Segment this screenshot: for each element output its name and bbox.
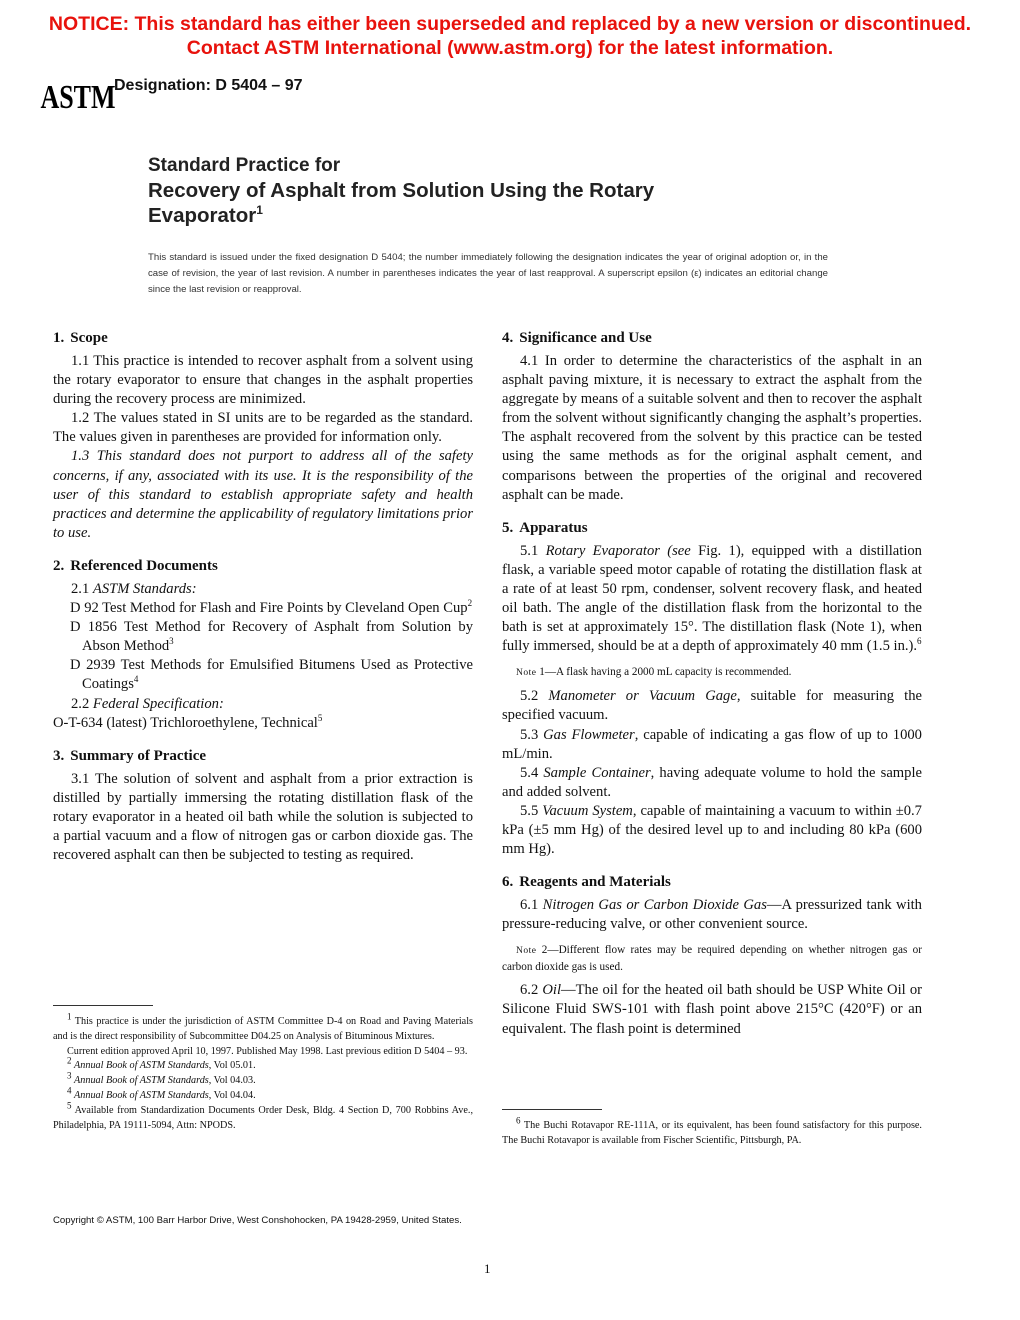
footnotes-left bbox=[53, 1011, 473, 1133]
para-5-1: 5.1 Rotary Evaporator (see Fig. 1), equipped with a distillation flask, a variable speed motor capable of rotating the distillation flask at a rate of at least 50 rpm, condenser, solvent recovery flask, and heated oil bath. The angle of the distillation flask from the horizontal to the bath is set at approximately 15°. The distillation flask (Note 1), when fully immersed, should be at a depth of approximately 40 mm (1.5 in.).$^6$ bbox=[502, 542, 922, 655]
section-heading-reagents: 6. Reagents and Materials bbox=[502, 874, 671, 891]
para-1-1: 1.1 This practice is intended to recover asphalt from a solvent using the rotary evaporator to ensure that changes in the asphalt properties during the recovery process are minimized. bbox=[53, 353, 473, 408]
footnote-4: $^4$ Annual Book of ASTM Standards, Vol 04.04. bbox=[67, 1085, 256, 1101]
ref-d92: D 92 Test Method for Flash and Fire Points by Cleveland Open Cup$^2$ bbox=[70, 598, 473, 617]
footnote-1: $^1$ This practice is under the jurisdiction of ASTM Committee D-4 on Road and Paving Materials and is the direct responsibility of Subcommittee D04.25 on Analysis of Bituminous Mixtures. bbox=[53, 1011, 473, 1042]
para-2-2: 2.2 Federal Specification: bbox=[71, 695, 224, 712]
astm-logo-icon bbox=[40, 77, 116, 116]
section-heading-scope: 1. Scope bbox=[53, 330, 108, 346]
note-1: Note 1—A flask having a 2000 mL capacity is recommended. bbox=[516, 666, 792, 679]
title-line-2: Recovery of Asphalt from Solution Using the Rotary Evaporator$^1$ bbox=[148, 179, 655, 227]
para-5-2: 5.2 Manometer or Vacuum Gage, suitable for measuring the specified vacuum. bbox=[502, 688, 922, 724]
section-heading-significance: 4. Significance and Use bbox=[502, 330, 652, 346]
copyright: Copyright © ASTM, 100 Barr Harbor Drive, West Conshohocken, PA 19428-2959, United States. bbox=[53, 1215, 462, 1226]
section-heading-apparatus: 5. Apparatus bbox=[502, 519, 588, 536]
note-2: Note 2—Different flow rates may be required depending on whether nitrogen gas or carbon dioxide gas is used. bbox=[502, 944, 922, 974]
para-5-4: 5.4 Sample Container, having adequate volume to hold the sample and added solvent. bbox=[502, 764, 922, 800]
notice-banner bbox=[0, 12, 1020, 60]
section-heading-referenced-documents: 2. Referenced Documents bbox=[53, 557, 218, 574]
footnote-rule-left bbox=[53, 1005, 153, 1006]
ref-d2939: D 2939 Test Methods for Emulsified Bitumens Used as Protective Coatings$^4$ bbox=[70, 657, 473, 693]
para-1-3: 1.3 This standard does not purport to address all of the safety concerns, if any, associated with its use. It is the responsibility of the user of this standard to establish appropriate safety and health practices and determine the applicability of regulatory limitations prior to use. bbox=[53, 448, 473, 541]
para-1-2: 1.2 The values stated in SI units are to be regarded as the standard. The values given in parentheses are provided for information only. bbox=[53, 410, 473, 446]
footnote-rule-right bbox=[502, 1109, 602, 1110]
title-footnote-ref[interactable]: 1 bbox=[256, 203, 263, 218]
para-5-3: 5.3 Gas Flowmeter, capable of indicating a gas flow of up to 1000 mL/min. bbox=[502, 726, 922, 762]
para-4-1: 4.1 In order to determine the characteristics of the asphalt in an asphalt paving mixture, it is necessary to extract the asphalt from the aggregate by means of a suitable solvent and then to recover the asphalt from the solvent without significantly changing the asphalt’s properties. The asphalt recovered from the solvent by this practice can be tested using the same methods as for the original asphalt cement, and comparisons between the properties of the original and recovered asphalt can be made. bbox=[502, 353, 922, 503]
para-2-1: 2.1 ASTM Standards: bbox=[71, 580, 197, 597]
notice-line-2: Contact ASTM International (www.astm.org) for the latest information. bbox=[186, 37, 834, 59]
footnote-3: $^3$ Annual Book of ASTM Standards, Vol 04.03. bbox=[67, 1070, 256, 1087]
section-heading-summary: 3. Summary of Practice bbox=[53, 747, 207, 764]
footnote-5: $^5$ Available from Standardization Documents Order Desk, Bldg. 4 Section D, 700 Robbins Ave., Philadelphia, PA 19111-5094, Attn: NPODS. bbox=[53, 1100, 473, 1131]
right-column bbox=[502, 328, 922, 1039]
notice-line-1: NOTICE: This standard has either been superseded and replaced by a new version or discontinued. bbox=[48, 13, 972, 35]
para-6-1: 6.1 Nitrogen Gas or Carbon Dioxide Gas—A pressurized tank with pressure-reducing valve, or other convenient source. bbox=[502, 897, 922, 933]
footnote-1b: Current edition approved April 10, 1997. Published May 1998. Last previous edition D 5404 – 93. bbox=[67, 1045, 468, 1057]
footnote-6: $^6$ The Buchi Rotavapor RE-111A, or its equivalent, has been found satisfactory for this purpose. The Buchi Rotavapor is available from Fischer Scientific, Pittsburgh, PA. bbox=[502, 1115, 922, 1146]
page-number: 1 bbox=[484, 1261, 491, 1276]
svg-text:ASTM: ASTM bbox=[40, 77, 116, 116]
para-3-1: 3.1 The solution of solvent and asphalt from a prior extraction is distilled by partially immersing the rotating distillation flask of the rotary evaporator in a heated oil bath while the solution is subjected to a partial vacuum and a flow of nitrogen gas or carbon dioxide gas. The recovered asphalt can then be subjected to testing as required. bbox=[53, 770, 473, 864]
para-5-5: 5.5 Vacuum System, capable of maintaining a vacuum to within ±0.7 kPa (±5 mm Hg) of the desired level up to and including 80 kPa (600 mm Hg). bbox=[502, 802, 922, 858]
para-6-2: 6.2 Oil—The oil for the heated oil bath should be USP White Oil or Silicone Fluid SWS-101 with flash point above 215°C (420°F) or an equivalent. The flash point is determined bbox=[502, 982, 922, 1037]
issuance-note: This standard is issued under the fixed designation D 5404; the number immediately following the designation indicates the year of original adoption or, in the case of revision, the year of last revision. A number in parentheses indicates the year of last reapproval. A superscript epsilon (ε) indicates an editorial change since the last revision or reapproval. bbox=[148, 252, 828, 295]
footnote-2: $^2$ Annual Book of ASTM Standards, Vol 05.01. bbox=[67, 1056, 256, 1072]
left-column bbox=[53, 328, 473, 865]
ref-d1856: D 1856 Test Method for Recovery of Asphalt from Solution by Abson Method$^3$ bbox=[70, 619, 473, 655]
document-title bbox=[148, 154, 768, 228]
ref-o-t-634: O-T-634 (latest) Trichloroethylene, Technical$^5$ bbox=[53, 712, 323, 731]
footnotes-right bbox=[502, 1115, 922, 1149]
designation: Designation: D 5404 – 97 bbox=[114, 77, 303, 94]
title-line-1: Standard Practice for bbox=[148, 155, 341, 176]
